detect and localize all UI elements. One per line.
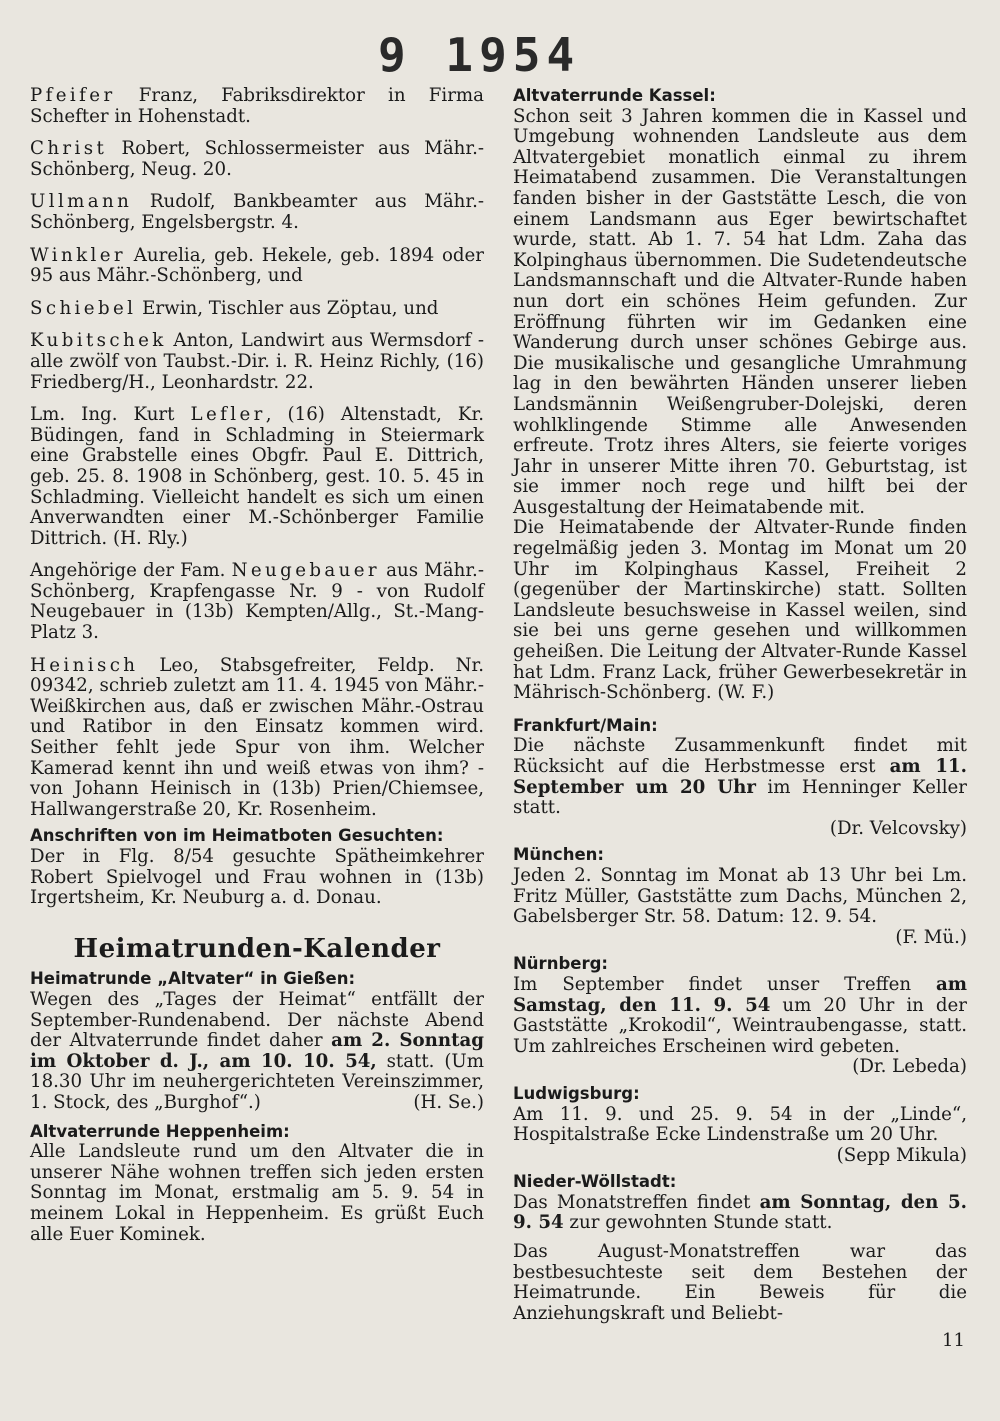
search-entry	[30, 139, 484, 180]
entry-name: Winkler	[30, 244, 126, 266]
section-text-giessen	[30, 990, 484, 1114]
entry-text: Anton, Landwirt aus Wermsdorf - alle zwölf von Taubst.-Dir. i. R. Heinz Richly, (16) Friedberg/H., Leonhardstr. 22.	[30, 330, 484, 393]
search-entry	[30, 192, 484, 233]
section-text-frankfurt	[513, 736, 967, 818]
search-entry	[30, 299, 484, 320]
section-text-kassel-1: Schon seit 3 Jahren kommen die in Kassel und Umgebung wohnenden Landsleute aus dem Altvatergebiet monatlich einmal zu ihrem Heimatabend zusammen. Die Veranstaltungen fanden bisher in der Gaststätte Lesch, die von einem Landsmann aus Eger bewirtschaftet wurde, statt. Ab 1. 7. 54 hat Ldm. Zaha das Kolpinghaus übernommen. Die Sudetendeutsche Landsmannschaft und die Altvater-Runde haben nun dort ein schönes Heim gefunden. Zur Eröffnung führten wir im Gedanken eine Wanderung durch unser schönes Gebirge aus. Die musikalische und gesangliche Umrahmung lag in den bewährten Händen unserer lieben Landsmännin Weißengruber-Dolejski, deren wohlklingende Stimme alle Anwesenden erfreute. Trotz ihres Alters, sie feierte voriges Jahr in unserer Mitte ihren 70. Geburtstag, ist sie immer noch rege und hilft bei der Ausgestaltung der Heimatabende mit.	[513, 105, 967, 518]
bold-date: am Samstag, den 11. 9. 54	[513, 973, 967, 1016]
section-text-ludwigsburg: Am 11. 9. und 25. 9. 54 in der „Linde“, Hospitalstraße Ecke Lindenstraße um 20 Uhr.	[513, 1103, 967, 1146]
section-heading-frankfurt: Frankfurt/Main:	[513, 715, 658, 735]
section-heading-heppenheim: Altvaterrunde Heppenheim:	[30, 1121, 290, 1141]
section-text-muenchen: Jeden 2. Sonntag im Monat ab 13 Uhr bei Lm. Fritz Müller, Gaststätte zum Dachs, München 2, Gabelsberger Str. 58. Datum: 12. 9. 54.	[513, 864, 967, 928]
entry-text: Leo, Stabsgefreiter, Feldp. Nr. 09342, schrieb zuletzt am 11. 4. 1945 von Mähr.-Weißkirchen aus, daß er zwischen Mähr.-Ostrau und Ratibor in den Einsatz kommen wird. Seither fehlt jede Spur von ihm. Welcher Kamerad kennt ihn und weiß etwas von ihm? - von Johann Heinisch in (13b) Prien/Chiemsee, Hallwangerstraße 20, Kr. Rosenheim.	[30, 654, 484, 820]
search-entry	[30, 86, 484, 127]
signature: (Dr. Velcovsky)	[829, 817, 967, 839]
text-part: statt. (Um 18.30 Uhr im neuhergerichteten Vereinszimmer, 1. Stock, des „Burghof“.)	[30, 1050, 484, 1113]
text-part: Wegen des „Tages der Heimat“ entfällt der September-Rundenabend. Der nächste Abend der Altvaterrunde findet daher	[30, 988, 484, 1052]
bold-date: am Sonntag, den 5. 9. 54	[513, 1191, 967, 1234]
entry-name: Schiebel	[30, 297, 137, 319]
kalender-title: Heimatrunden-Kalender	[73, 933, 441, 964]
bold-date: am 2. Sonntag im Oktober d. J., am 10. 10. 54,	[30, 1030, 484, 1072]
section-text-heppenheim: Alle Landsleute rund um den Altvater die in unserer Nähe wohnen treffen sich jeden ersten Sonntag im Monat, erstmalig am 5. 9. 54 in meinem Lokal in Heppenheim. Es grüßt Euch alle Euer Kominek.	[30, 1141, 484, 1245]
entry-text: Robert, Schlossermeister aus Mähr.-Schönberg, Neug. 20.	[30, 138, 484, 180]
section-heading-ludwigsburg: Ludwigsburg:	[513, 1083, 640, 1103]
section-heading-nuernberg: Nürnberg:	[513, 954, 608, 974]
section-heading-kassel: Altvaterrunde Kassel:	[513, 86, 716, 105]
text-part: Die nächste Zusammenkunft findet mit Rücksicht auf die Herbstmesse erst	[513, 735, 967, 777]
entry-name: Heinisch	[30, 654, 139, 676]
entry-text: Aurelia, geb. Hekele, geb. 1894 oder 95 aus Mähr.-Schönberg, und	[30, 244, 484, 287]
entry-name: Ullmann	[30, 191, 133, 213]
section-heading-muenchen: München:	[513, 845, 604, 865]
entry-prefix: Angehörige der Fam.	[30, 560, 232, 582]
signature: (Sepp Mikula)	[836, 1144, 967, 1166]
text-part: Das Monatstreffen findet	[513, 1191, 760, 1213]
right-column	[513, 86, 967, 1324]
search-entry-lefler	[30, 405, 484, 549]
entry-text: , (16) Altenstadt, Kr. Büdingen, fand in Schladming in Steiermark eine Grabstelle eines Obgfr. Paul E. Dittrich, geb. 25. 8. 1908 in Schönberg, gest. 10. 5. 45 in Schladming. Vielleicht handelt es sich um einen Anverwandten einer M.-Schönberger Familie Dittrich. (H. Rly.)	[30, 404, 484, 549]
signature: (Dr. Lebeda)	[852, 1056, 967, 1078]
page-number: 11	[942, 1330, 965, 1351]
year-stamp: 9 1954	[378, 28, 581, 82]
text-part: Im September findet unser Treffen	[513, 973, 936, 995]
text-part: zur gewohnten Stunde statt.	[563, 1212, 833, 1234]
entry-name: Pfeifer	[30, 85, 116, 106]
section-text-niederwoellstadt-2: Das August-Monatstreffen war das bestbesuchteste seit dem Bestehen der Heimatrunde. Ein Beweis für die Anziehungskraft und Beliebt-	[513, 1241, 967, 1324]
entry-name: Neugebauer	[231, 560, 381, 582]
section-text-anschriften: Der in Flg. 8/54 gesuchte Spätheimkehrer Robert Spielvogel und Frau wohnen in (13b) Irgertsheim, Kr. Neuburg a. d. Donau.	[30, 846, 484, 909]
entry-text: Rudolf, Bankbeamter aus Mähr.-Schönberg, Engelsbergstr. 4.	[30, 191, 484, 233]
section-text-kassel-2: Die Heimatabende der Altvater-Runde finden regelmäßig jeden 3. Montag im Monat um 20 Uhr im Kolpinghaus Kassel, Freiheit 2 (gegenüber der Martinskirche) statt. Sollten Landsleute besuchsweise in Kassel weilen, sind sie bei uns gerne gesehen und willkommen geheißen. Die Leitung der Altvater-Runde Kassel hat Ldm. Franz Lack, früher Gewerbesekretär in Mährisch-Schönberg. (W. F.)	[513, 517, 967, 704]
section-text-nuernberg	[513, 975, 967, 1057]
entry-name: Lefler	[190, 404, 266, 426]
search-entry	[30, 331, 484, 393]
left-column	[30, 86, 484, 1245]
entry-prefix: Lm. Ing. Kurt	[30, 404, 191, 426]
text-part: im Henninger Keller statt.	[513, 776, 967, 819]
section-heading-giessen: Heimatrunde „Altvater“ in Gießen:	[30, 969, 356, 989]
section-heading-niederwoellstadt: Nieder-Wöllstadt:	[513, 1172, 677, 1192]
bold-date: am 11. September um 20 Uhr	[513, 756, 967, 798]
entry-text: Franz, Fabriksdirektor in Firma Schefter in Hohenstadt.	[30, 85, 484, 127]
entry-name: Christ	[30, 138, 108, 160]
entry-name: Kubitschek	[30, 330, 167, 352]
search-entry-neugebauer	[30, 561, 484, 643]
signature: (F. Mü.)	[895, 926, 967, 948]
search-entry-heinisch	[30, 656, 484, 821]
entry-text: Erwin, Tischler aus Zöptau, und	[136, 297, 439, 319]
search-entry	[30, 246, 484, 287]
section-heading-anschriften: Anschriften von im Heimatboten Gesuchten:	[30, 826, 444, 846]
section-text-niederwoellstadt	[513, 1193, 967, 1234]
signature: (H. Se.)	[413, 1091, 484, 1113]
text-part: um 20 Uhr in der Gaststätte „Krokodil“, Weintraubengasse, statt. Um zahlreiches Erscheinen wird gebeten.	[513, 994, 968, 1057]
entry-text: aus Mähr.-Schönberg, Krapfengasse Nr. 9 - von Rudolf Neugebauer in (13b) Kempten/Allg., St.-Mang-Platz 3.	[30, 560, 484, 644]
